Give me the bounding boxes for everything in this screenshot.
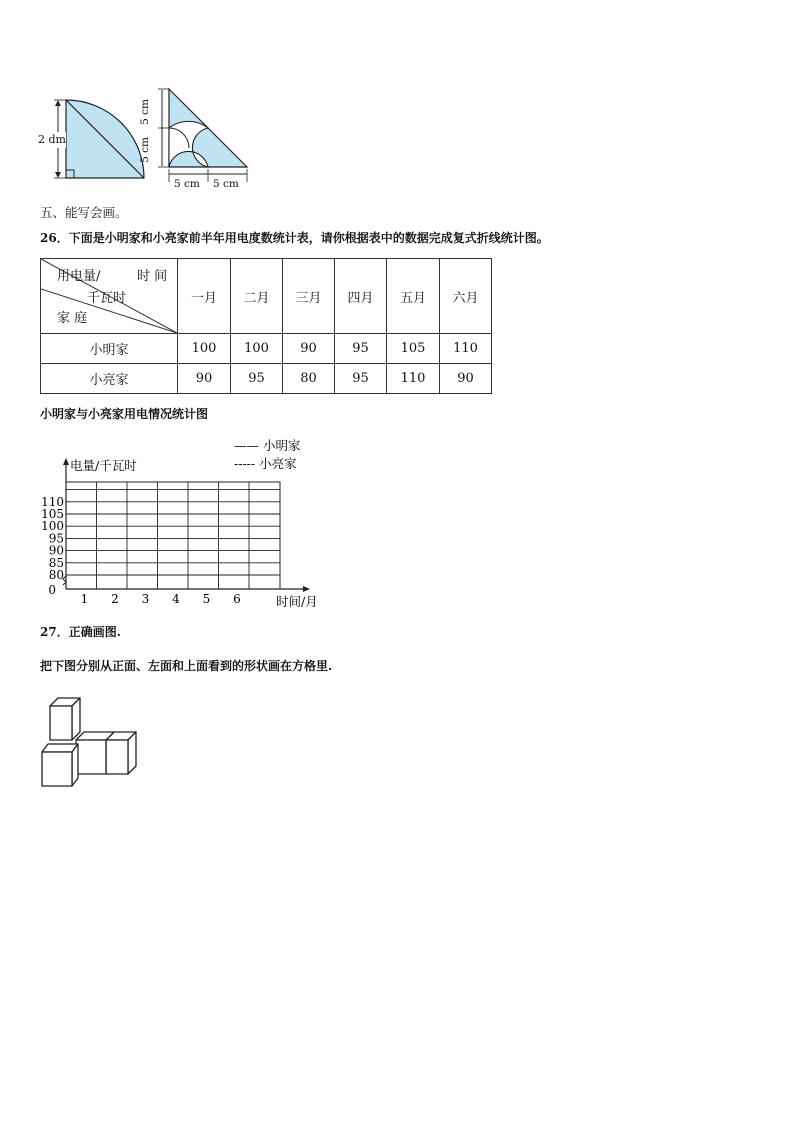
x-axis-arrow <box>303 586 310 592</box>
height-label: 2 dm <box>38 133 66 146</box>
value-cell: 90 <box>440 364 492 394</box>
left-bottom-dimension: 5 cm <box>138 137 151 163</box>
value-cell: 105 <box>387 334 440 364</box>
legend-entry-solid: —— 小明家 <box>234 438 301 453</box>
value-cell: 95 <box>335 364 387 394</box>
section-heading: 五、能写会画。 <box>40 205 128 220</box>
corner-top-left: 用电量/ <box>57 269 101 284</box>
table-header-corner <box>41 259 178 334</box>
grid-border <box>66 482 280 589</box>
value-cell: 95 <box>335 334 387 364</box>
x-tick-label: 1 <box>80 592 89 606</box>
value-cell: 110 <box>387 364 440 394</box>
x-axis-label: 时间/月 <box>276 594 318 609</box>
value-cell: 90 <box>178 364 231 394</box>
y-tick-label: 110 <box>41 494 64 509</box>
month-header: 一月 <box>178 259 231 334</box>
y-tick-label: 85 <box>48 555 64 570</box>
triangle-arcs-figure <box>140 86 252 190</box>
y-tick-label: 100 <box>41 519 64 534</box>
table-row <box>41 334 492 364</box>
y-axis-label: 电量/千瓦时 <box>70 458 137 473</box>
corner-bottom: 家 庭 <box>57 311 88 326</box>
month-header: 四月 <box>335 259 387 334</box>
corner-top-right: 时 间 <box>137 269 168 284</box>
legend-entry-dashed: ----- 小亮家 <box>234 456 297 471</box>
month-header: 六月 <box>440 259 492 334</box>
y-tick-label: 0 <box>48 583 56 597</box>
x-tick-label: 5 <box>202 592 211 606</box>
y-axis-arrow <box>63 458 69 465</box>
question-27-prompt: 27．正确画图. <box>40 625 121 639</box>
value-cell: 100 <box>231 334 283 364</box>
y-tick-label: 80 <box>48 568 64 582</box>
value-cell: 80 <box>283 364 335 394</box>
month-header: 二月 <box>231 259 283 334</box>
bottom-right-dimension: 5 cm <box>213 178 239 190</box>
line-chart-grid <box>30 434 350 614</box>
x-tick-label: 2 <box>111 592 119 606</box>
question-27-instruction: 把下图分别从正面、左面和上面看到的形状画在方格里. <box>40 659 333 673</box>
month-header: 五月 <box>387 259 440 334</box>
table-row <box>41 364 492 394</box>
value-cell: 100 <box>178 334 231 364</box>
value-cell: 110 <box>440 334 492 364</box>
x-tick-label: 6 <box>233 592 241 606</box>
y-tick-label: 105 <box>41 507 64 521</box>
bottom-left-dimension: 5 cm <box>174 178 200 190</box>
x-tick-label: 3 <box>141 592 150 606</box>
x-tick-label: 4 <box>172 592 180 606</box>
value-cell: 95 <box>231 364 283 394</box>
chart-title: 小明家与小亮家用电情况统计图 <box>40 407 209 421</box>
y-tick-label: 95 <box>48 531 64 546</box>
corner-middle: 千瓦时 <box>87 291 127 306</box>
question-26-prompt: 26．下面是小明家和小亮家前半年用电度数统计表，请你根据表中的数据完成复式折线统计图。 <box>40 231 549 245</box>
y-tick-label: 90 <box>48 543 64 558</box>
left-top-dimension: 5 cm <box>138 99 151 125</box>
electricity-table <box>40 258 492 394</box>
value-cell: 90 <box>283 334 335 364</box>
family-cell: 小亮家 <box>41 364 178 394</box>
month-header: 三月 <box>283 259 335 334</box>
cube-stack-figure <box>36 694 140 788</box>
family-cell: 小明家 <box>41 334 178 364</box>
